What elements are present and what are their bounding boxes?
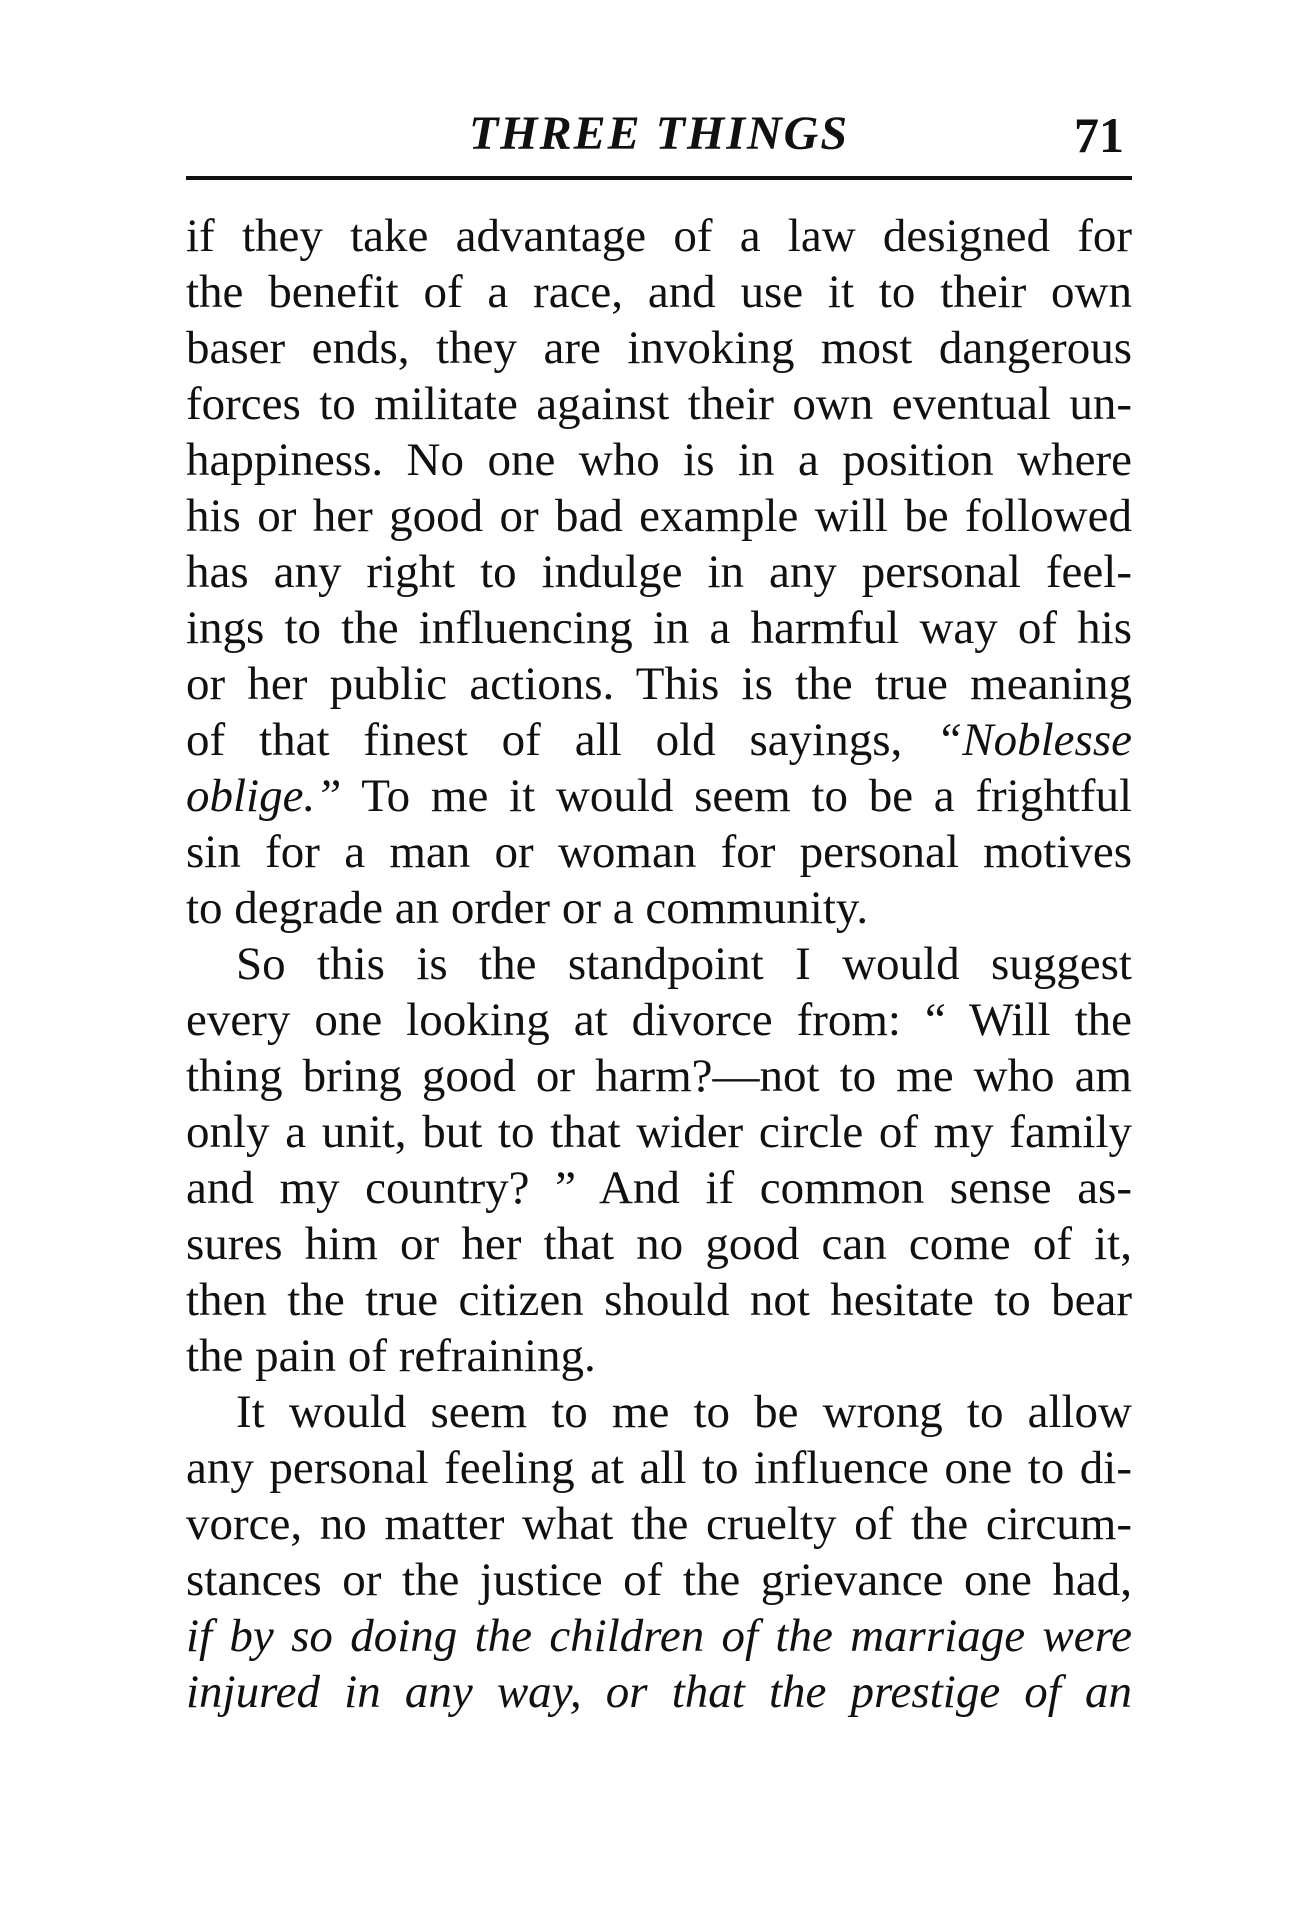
text-line: happiness. No one who is in a position where xyxy=(186,434,1132,486)
text-line: the benefit of a race, and use it to their own xyxy=(186,266,1132,318)
italic-phrase: if by so doing the children of the marriage were xyxy=(186,1610,1132,1662)
text-line: thing bring good or harm?—not to me who am xyxy=(186,1050,1132,1102)
paragraph-start-line: So this is the standpoint I would suggest xyxy=(236,938,1132,990)
italic-phrase: injured in any way, or that the prestige of an xyxy=(186,1666,1132,1718)
text-line: every one looking at divorce from: “ Will the xyxy=(186,994,1132,1046)
text-line: and my country? ” And if common sense as- xyxy=(186,1162,1132,1214)
italic-phrase: oblige.” xyxy=(186,770,342,822)
text-fragment: To me it would seem to be a frightful xyxy=(341,770,1132,822)
page-header xyxy=(186,98,1132,168)
text-line: the pain of refraining. xyxy=(186,1330,596,1382)
text-line: only a unit, but to that wider circle of my family xyxy=(186,1106,1132,1158)
text-line: forces to militate against their own eventual un- xyxy=(186,378,1132,430)
text-line xyxy=(186,712,1132,768)
italic-phrase: “Noblesse xyxy=(936,714,1132,766)
text-line: ings to the influencing in a harmful way of his xyxy=(186,602,1132,654)
text-line: if they take advantage of a law designed for xyxy=(186,210,1132,262)
text-line: or her public actions. This is the true meaning xyxy=(186,658,1132,710)
text-line xyxy=(186,1664,1132,1720)
text-line: his or her good or bad example will be followed xyxy=(186,490,1132,542)
text-line: to degrade an order or a community. xyxy=(186,882,869,934)
text-line: stances or the justice of the grievance one had, xyxy=(186,1554,1132,1606)
text-line: baser ends, they are invoking most dangerous xyxy=(186,322,1132,374)
text-line xyxy=(186,768,1132,824)
text-line: sures him or her that no good can come of it, xyxy=(186,1218,1132,1270)
body-text xyxy=(186,208,1132,1720)
page-number: 71 xyxy=(1074,107,1124,163)
text-line: any personal feeling at all to influence one to di- xyxy=(186,1442,1132,1494)
text-line: has any right to indulge in any personal feel- xyxy=(186,546,1132,598)
text-line: vorce, no matter what the cruelty of the circum- xyxy=(186,1498,1132,1550)
text-line xyxy=(186,1608,1132,1664)
header-rule xyxy=(186,176,1132,180)
paragraph-start-line: It would seem to me to be wrong to allow xyxy=(236,1386,1132,1438)
text-line: then the true citizen should not hesitate to bear xyxy=(186,1274,1132,1326)
running-title: THREE THINGS xyxy=(468,107,850,160)
text-fragment: of that finest of all old sayings, xyxy=(186,714,937,766)
text-line: sin for a man or woman for personal motives xyxy=(186,826,1132,878)
